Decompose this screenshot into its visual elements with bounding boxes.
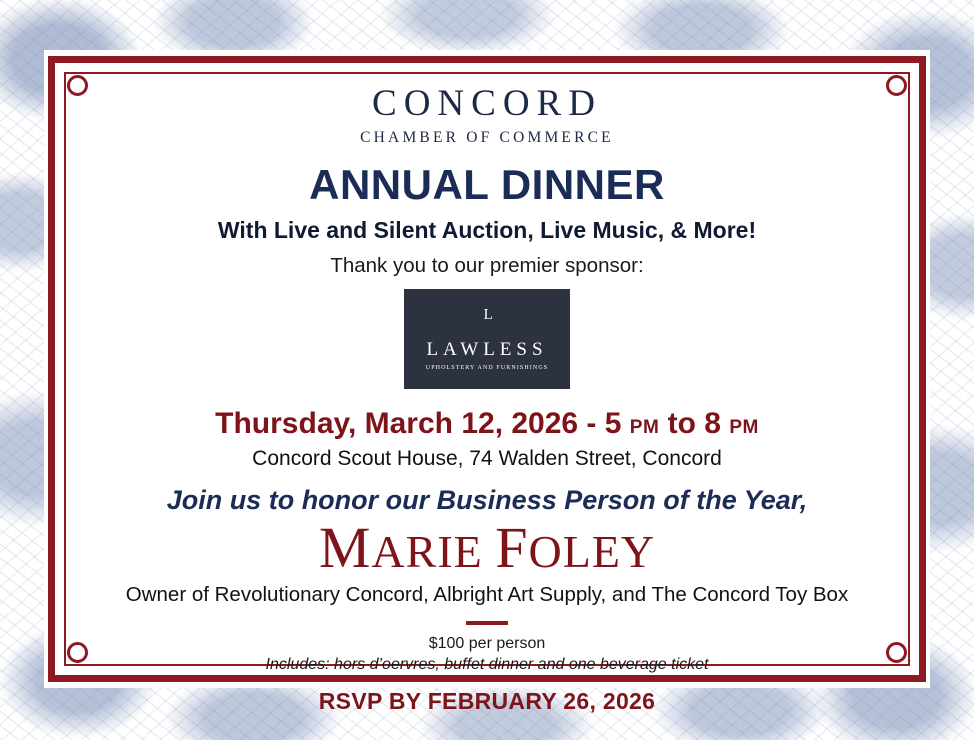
event-date-pm-end: PM — [729, 416, 759, 438]
honoree-first-initial: M — [318, 514, 372, 580]
poster-frame — [48, 56, 926, 714]
ticket-price: $100 per person — [428, 634, 546, 652]
honor-intro: Join us to honor our Business Person of the Year, — [166, 484, 808, 515]
honoree-last-initial: F — [495, 514, 529, 580]
event-date-main: Thursday, March 12, 2026 - 5 — [215, 406, 622, 440]
sponsor-monogram-icon: ᴸ — [483, 305, 491, 333]
honoree-first-rest: ARIE — [371, 525, 483, 577]
ticket-includes: Includes: hors d’oervres, buffet dinner and one beverage ticket — [265, 655, 709, 673]
section-divider — [466, 621, 508, 625]
sponsor-name: LAWLESS — [426, 339, 548, 361]
honoree-last-rest: OLEY — [528, 525, 656, 577]
sponsor-intro: Thank you to our premier sponsor: — [330, 253, 644, 277]
event-date — [55, 407, 919, 441]
rsvp-deadline: RSVP BY FEBRUARY 26, 2026 — [318, 687, 656, 714]
poster-content — [55, 85, 919, 715]
sponsor-tagline: UPHOLSTERY AND FURNISHINGS — [425, 365, 549, 372]
honoree-name — [55, 514, 919, 580]
event-date-middle: to 8 — [667, 406, 721, 440]
event-title: ANNUAL DINNER — [309, 160, 665, 208]
honoree-role: Owner of Revolutionary Concord, Albright Art Supply, and The Concord Toy Box — [125, 582, 849, 606]
sponsor-logo — [404, 289, 570, 389]
event-subtitle: With Live and Silent Auction, Live Music, & More! — [217, 216, 757, 243]
organization-name: CONCORD — [372, 83, 602, 124]
event-date-pm-start: PM — [629, 416, 660, 438]
organization-subtitle: CHAMBER OF COMMERCE — [360, 128, 614, 146]
event-venue: Concord Scout House, 74 Walden Street, Concord — [252, 446, 722, 470]
